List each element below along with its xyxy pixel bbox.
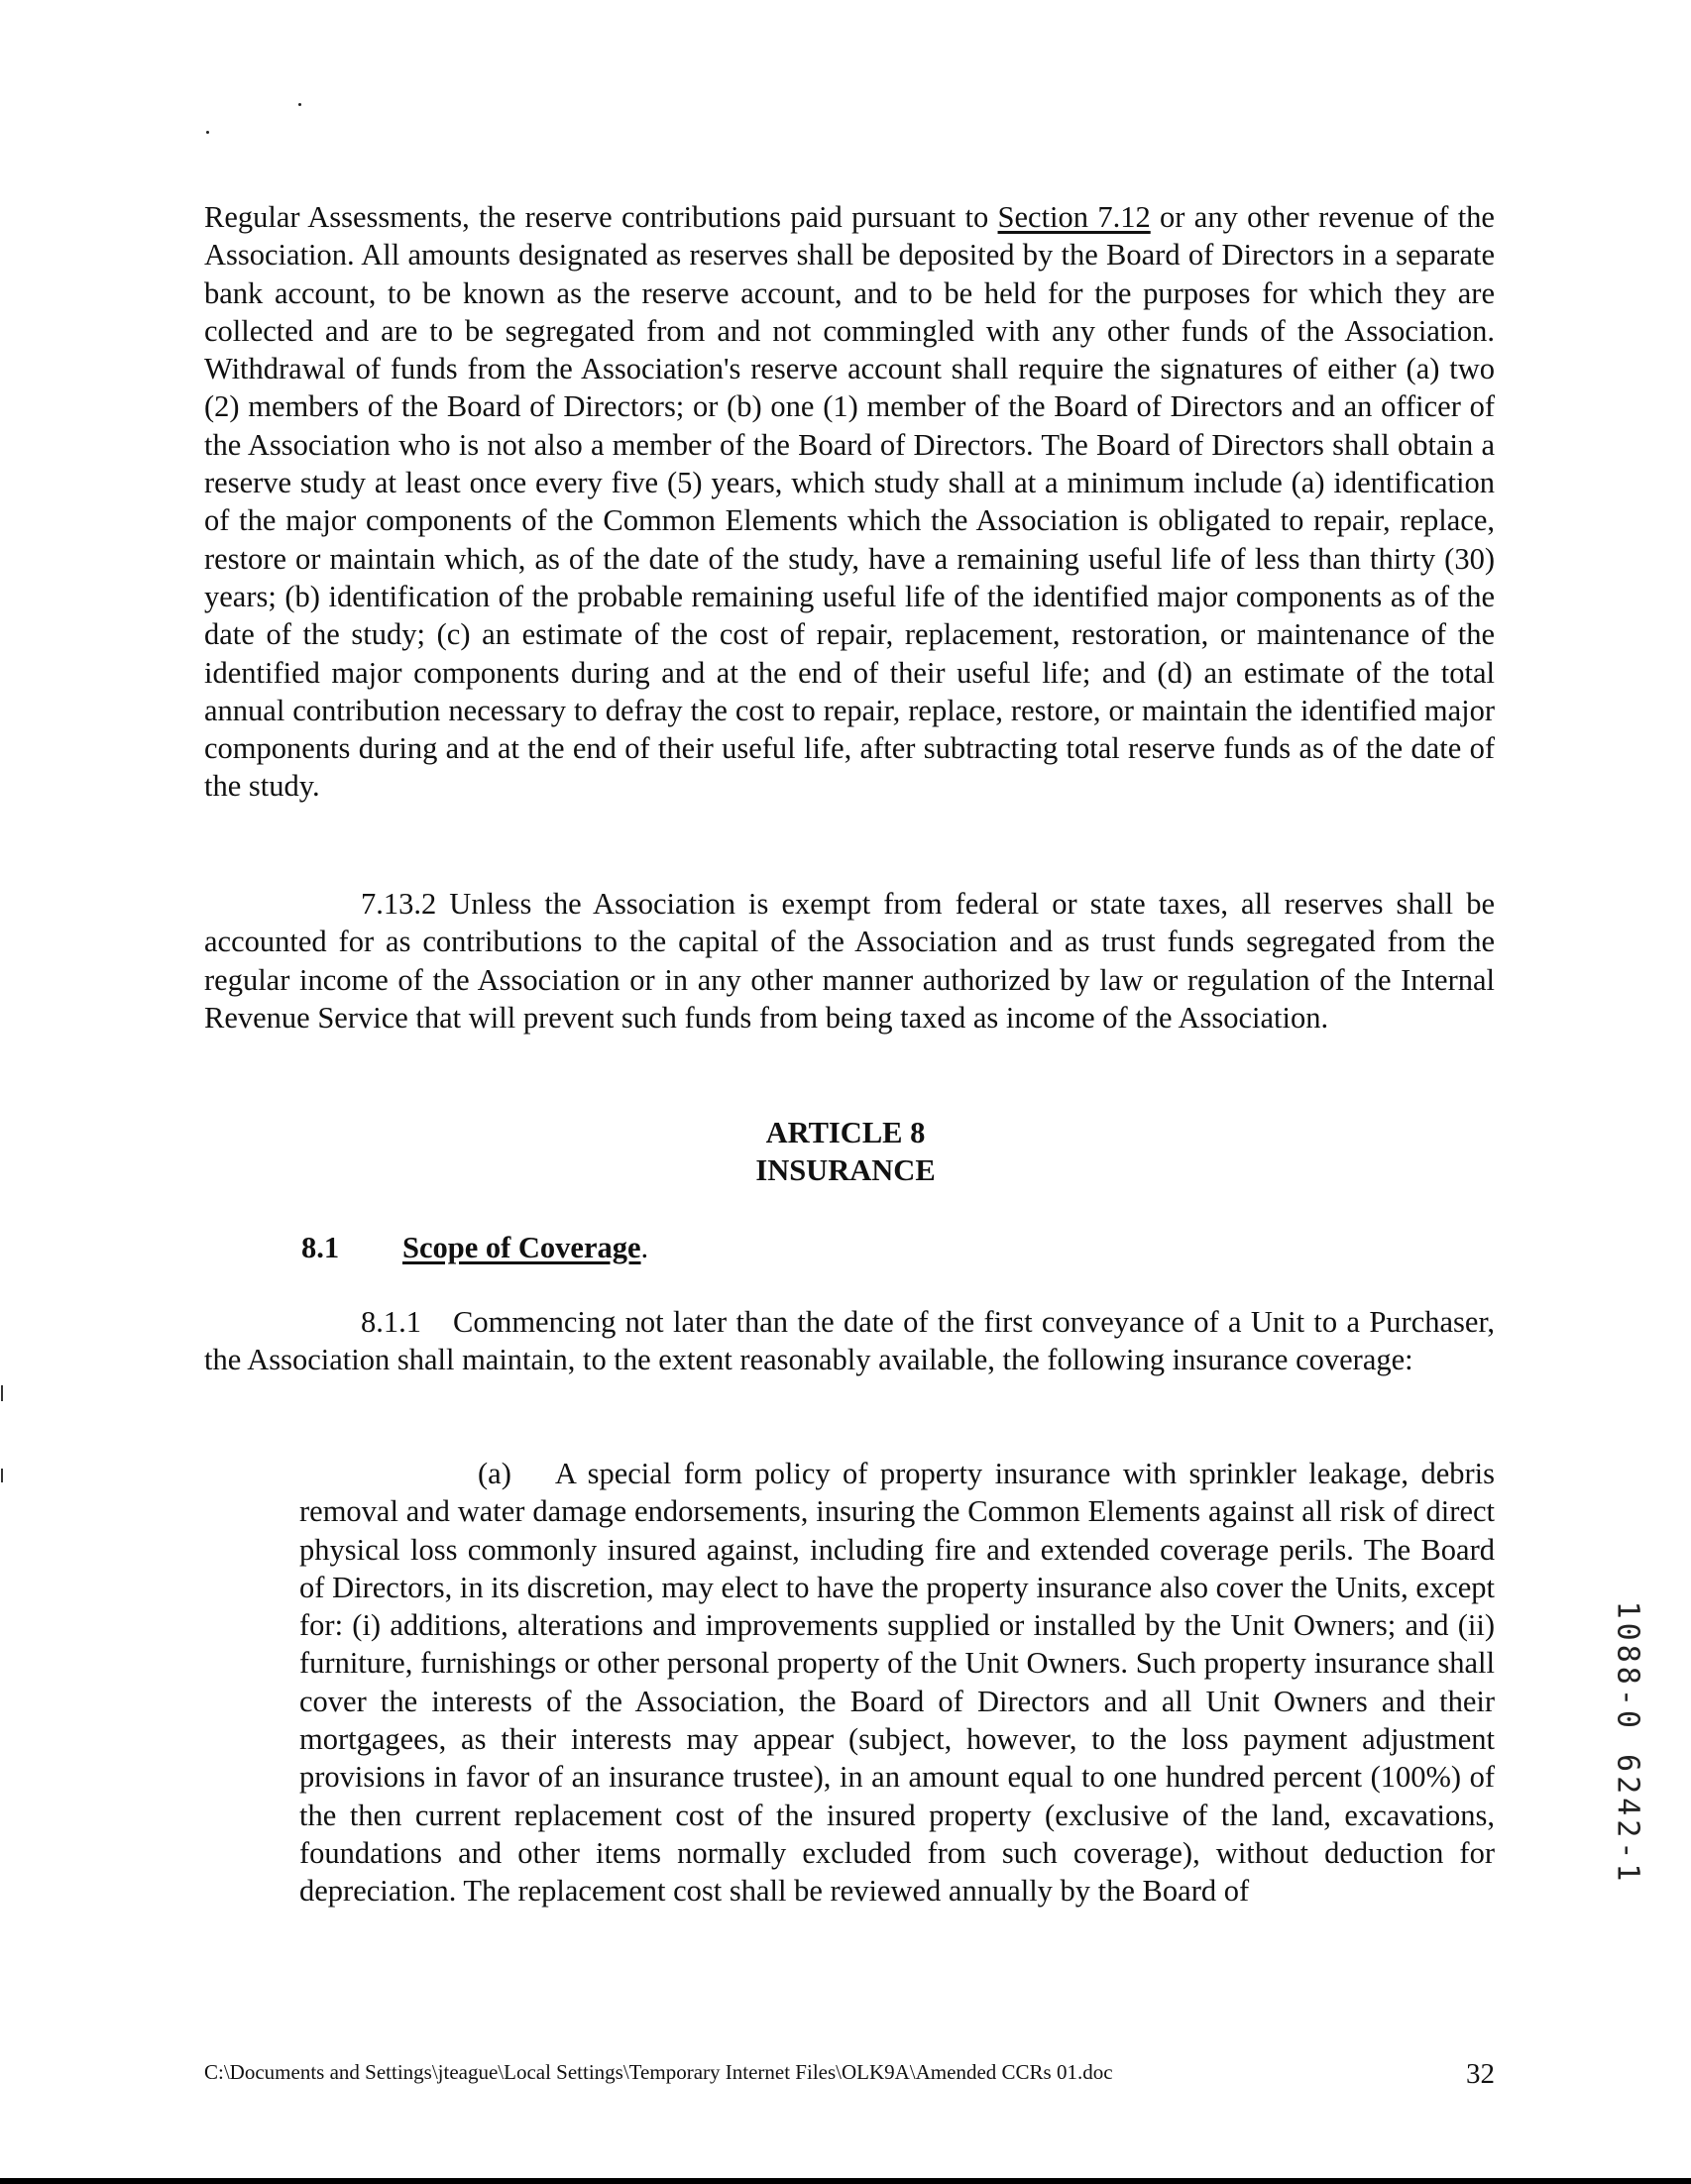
scan-edge-mark — [1, 1385, 3, 1401]
recording-stamp — [1611, 1592, 1644, 1894]
section-title-period: . — [640, 1231, 649, 1264]
footer-file-path: C:\Documents and Settings\jteague\Local Settings\Temporary Internet Files\OLK9A\Amended CCRs 01.doc — [204, 2060, 1113, 2084]
paragraph-text: or any other revenue of the Association. All amounts designated as reserves shall be deposited by the Board of Directors in a separate bank account, to be known as the reserve account, and to be held for the purposes for which they are collected and are to be segregated from and not commingled with any other funds of the Association. Withdrawal of funds from the Association's reserve account shall require the signatures of either (a) two (2) members of the Board of Directors; or (b) one (1) member of the Board of Directors and an officer of the Association who is not also a member of the Board of Directors. The Board of Directors shall obtain a reserve study at least once every five (5) years, which study shall at a minimum include (a) identification of the major components of the Common Elements which the Association is obligated to repair, replace, restore or maintain which, as of the date of the study, have a remaining useful life of less than thirty (30) years; (b) identification of the probable remaining useful life of the identified major components as of the date of the study; (c) an estimate of the cost of repair, replacement, restoration, or maintenance of the identified major components during and at the end of their useful life; and (d) an estimate of the total annual contribution necessary to defray the cost to repair, replace, restore, or maintain the identified major components during and at the end of their useful life, after subtracting total reserve funds as of the date of the study. — [204, 200, 1495, 804]
reserve-account-paragraph — [204, 198, 1495, 806]
paragraph-8-1-1 — [204, 1303, 1495, 1379]
paragraph-7-13-2: 7.13.2 Unless the Association is exempt from federal or state taxes, all reserves shall be accounted for as contributions to the capital of the Association and as trust funds segregated from the regular income of the Association or in any other manner authorized by law or regulation of the Internal Revenue Service that will prevent such funds from being taxed as income of the Association. — [204, 887, 1495, 1035]
paragraph-text: A special form policy of property insurance with sprinkler leakage, debris removal and water damage endorsements, insuring the Common Elements against all risk of direct physical loss commonly insured against, including fire and extended coverage perils. The Board of Directors, in its discretion, may elect to have the property insurance also cover the Units, except for: (i) additions, alterations and improvements supplied or installed by the Unit Owners; and (ii) furniture, furnishings or other personal property of the Unit Owners. Such property insurance shall cover the interests of the Association, the Board of Directors and all Unit Owners and their mortgagees, as their interests may appear (subject, however, to the loss payment adjustment provisions in favor of an insurance trustee), in an amount equal to one hundred percent (100%) of the then current replacement cost of the insured property (exclusive of the land, excavations, foundations and other items normally excluded from such coverage), without deduction for depreciation. The replacement cost shall be reviewed annually by the Board of — [299, 1457, 1495, 1909]
paragraph-number: 8.1.1 — [361, 1305, 421, 1339]
article-heading — [0, 1114, 1691, 1190]
section-number: 8.1 — [301, 1231, 340, 1264]
recording-stamp-text: 1088-0 6242-1 — [1610, 1600, 1645, 1886]
scan-speck — [206, 131, 209, 134]
section-7-12-reference: Section 7.12 — [997, 200, 1151, 234]
section-8-1-heading — [301, 1229, 648, 1266]
scan-bottom-border — [0, 2178, 1691, 2184]
paragraph-text: Commencing not later than the date of the first conveyance of a Unit to a Purchaser, the Association shall maintain, to the extent reasonably available, the following insurance coverage: — [204, 1305, 1495, 1377]
scan-edge-mark — [1, 1469, 3, 1482]
article-title: INSURANCE — [755, 1153, 936, 1188]
paragraph-a — [299, 1455, 1495, 1911]
article-number: ARTICLE 8 — [765, 1116, 926, 1149]
section-title: Scope of Coverage — [402, 1231, 641, 1264]
paragraph-label: (a) — [478, 1457, 511, 1490]
paragraph-text: Regular Assessments, the reserve contributions paid pursuant to — [204, 200, 998, 234]
scan-speck — [298, 103, 301, 106]
page-number: 32 — [1466, 2058, 1495, 2090]
